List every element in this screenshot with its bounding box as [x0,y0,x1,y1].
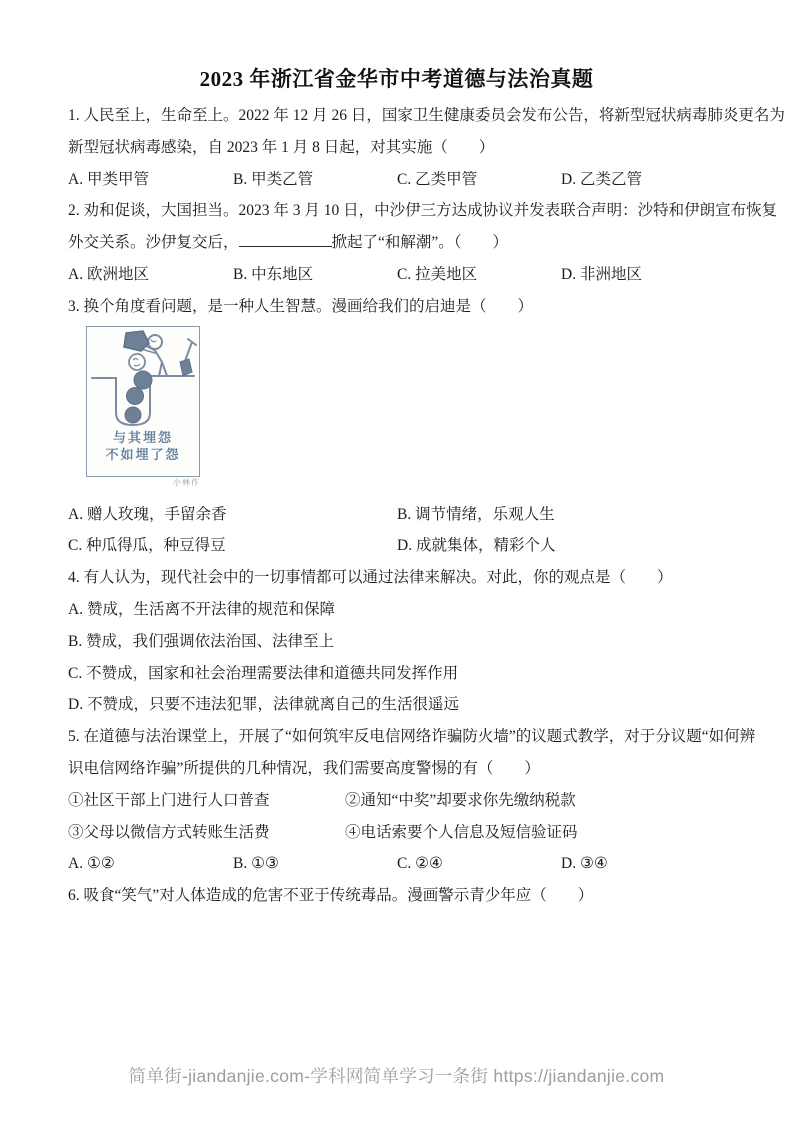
question-5 [68,721,756,880]
question-3-option-a: A. 赠人玫瑰，手留余香 [68,505,227,523]
question-6 [68,880,728,912]
question-3 [68,291,728,562]
question-5-option-c: C. ②④ [397,855,443,873]
comic-artist-signature: 小林作 [173,477,200,487]
question-2-stem-line-1: 2. 劝和促谈，大国担当。2023 年 3 月 10 日，中沙伊三方达成协议并发表联合声明：沙特和伊朗宣布恢复 [68,202,778,220]
question-3-options-row-1 [68,499,728,531]
person-body-legs [154,349,167,376]
question-5-items-row-1 [68,785,728,817]
question-5-item-3: ③父母以微信方式转账生活费 [68,823,270,841]
question-3-options-row-2 [68,530,728,562]
falling-rock-2 [134,371,152,389]
question-3-option-c: C. 种瓜得瓜，种豆得豆 [68,537,226,555]
falling-rock-1-scribble [133,358,140,365]
question-1-option-d: D. 乙类乙管 [561,170,642,188]
comic-illustration [86,326,200,489]
question-4-option-a: A. 赞成，生活离不开法律的规范和保障 [68,600,335,618]
question-4-stem: 4. 有人认为，现代社会中的一切事情都可以通过法律来解决。对此，你的观点是（ ） [68,569,673,587]
question-1-option-c: C. 乙类甲管 [397,170,478,188]
question-4-option-b: B. 赞成，我们强调依法治国、法律至上 [68,632,335,650]
question-5-option-b: B. ①③ [233,855,279,873]
comic-drawing [88,329,198,429]
comic-caption-line-1: 与其埋怨 [112,429,173,445]
page-title: 2023 年浙江省金华市中考道德与法治真题 [199,67,594,91]
question-2-option-b: B. 中东地区 [233,265,314,283]
big-rock [124,331,149,351]
person-face [151,340,156,342]
fill-in-blank-underline [239,232,332,247]
question-5-items-row-2 [68,817,728,849]
question-1-stem-line-2: 新型冠状病毒感染，自 2023 年 1 月 8 日起，对其实施（ ） [68,138,495,156]
question-1-option-b: B. 甲类乙管 [233,170,314,188]
question-1-stem-line-1: 1. 人民至上，生命至上。2022 年 12 月 26 日，国家卫生健康委员会发布公告，将新型冠状病毒肺炎更名为 [68,107,785,124]
question-5-stem-line-1: 5. 在道德与法治课堂上，开展了“如何筑牢反电信网络诈骗防火墙”的议题式教学，对于分议题“如何辨 [68,728,756,746]
question-2-option-a: A. 欧洲地区 [68,265,149,283]
watermark-footer: 简单街-jiandanjie.com-学科网简单学习一条街 https://jiandanjie.com [128,1066,665,1086]
question-4-option-c: C. 不赞成，国家和社会治理需要法律和道德共同发挥作用 [68,664,459,682]
question-4 [68,562,728,721]
question-5-item-1: ①社区干部上门进行人口普查 [68,791,270,809]
question-2-option-c: C. 拉美地区 [397,265,478,283]
question-5-item-2: ②通知“中奖”却要求你先缴纳税款 [345,791,576,809]
question-2-options [68,259,728,291]
falling-rock-3 [127,387,144,404]
comic-caption-line-2: 不如埋了怨 [105,446,181,462]
question-1 [68,100,785,195]
question-2-stem-post-blank: 掀起了“和解潮”。（ ） [331,234,509,252]
question-5-item-4: ④电话索要个人信息及短信验证码 [345,823,578,841]
question-6-stem: 6. 吸食“笑气”对人体造成的危害不亚于传统毒品。漫画警示青少年应（ ） [68,887,594,905]
question-5-option-d: D. ③④ [561,855,608,873]
shovel-blade [180,359,192,376]
falling-rock-4 [125,407,141,423]
question-5-stem-line-2: 识电信网络诈骗”所提供的几种情况，我们需要高度警惕的有（ ） [68,759,540,777]
question-5-option-a: A. ①② [68,855,115,873]
question-1-options [68,164,728,196]
question-3-option-d: D. 成就集体，精彩个人 [397,537,556,555]
falling-rock-1 [129,354,145,370]
question-4-option-d: D. 不赞成，只要不违法犯罪，法律就离自己的生活很遥远 [68,696,459,714]
question-2-option-d: D. 非洲地区 [561,265,642,283]
question-2 [68,195,778,290]
comic-frame [86,326,200,477]
question-5-options [68,848,728,880]
question-3-option-b: B. 调节情绪，乐观人生 [397,505,555,523]
exam-body [68,100,785,912]
question-3-stem: 3. 换个角度看问题，是一种人生智慧。漫画给我们的启迪是（ ） [68,297,534,315]
question-2-stem-line-2 [68,227,728,259]
question-1-option-a: A. 甲类甲管 [68,170,149,188]
question-2-stem-pre-blank: 外交关系。沙伊复交后， [68,234,239,252]
shovel-handle [185,339,196,361]
